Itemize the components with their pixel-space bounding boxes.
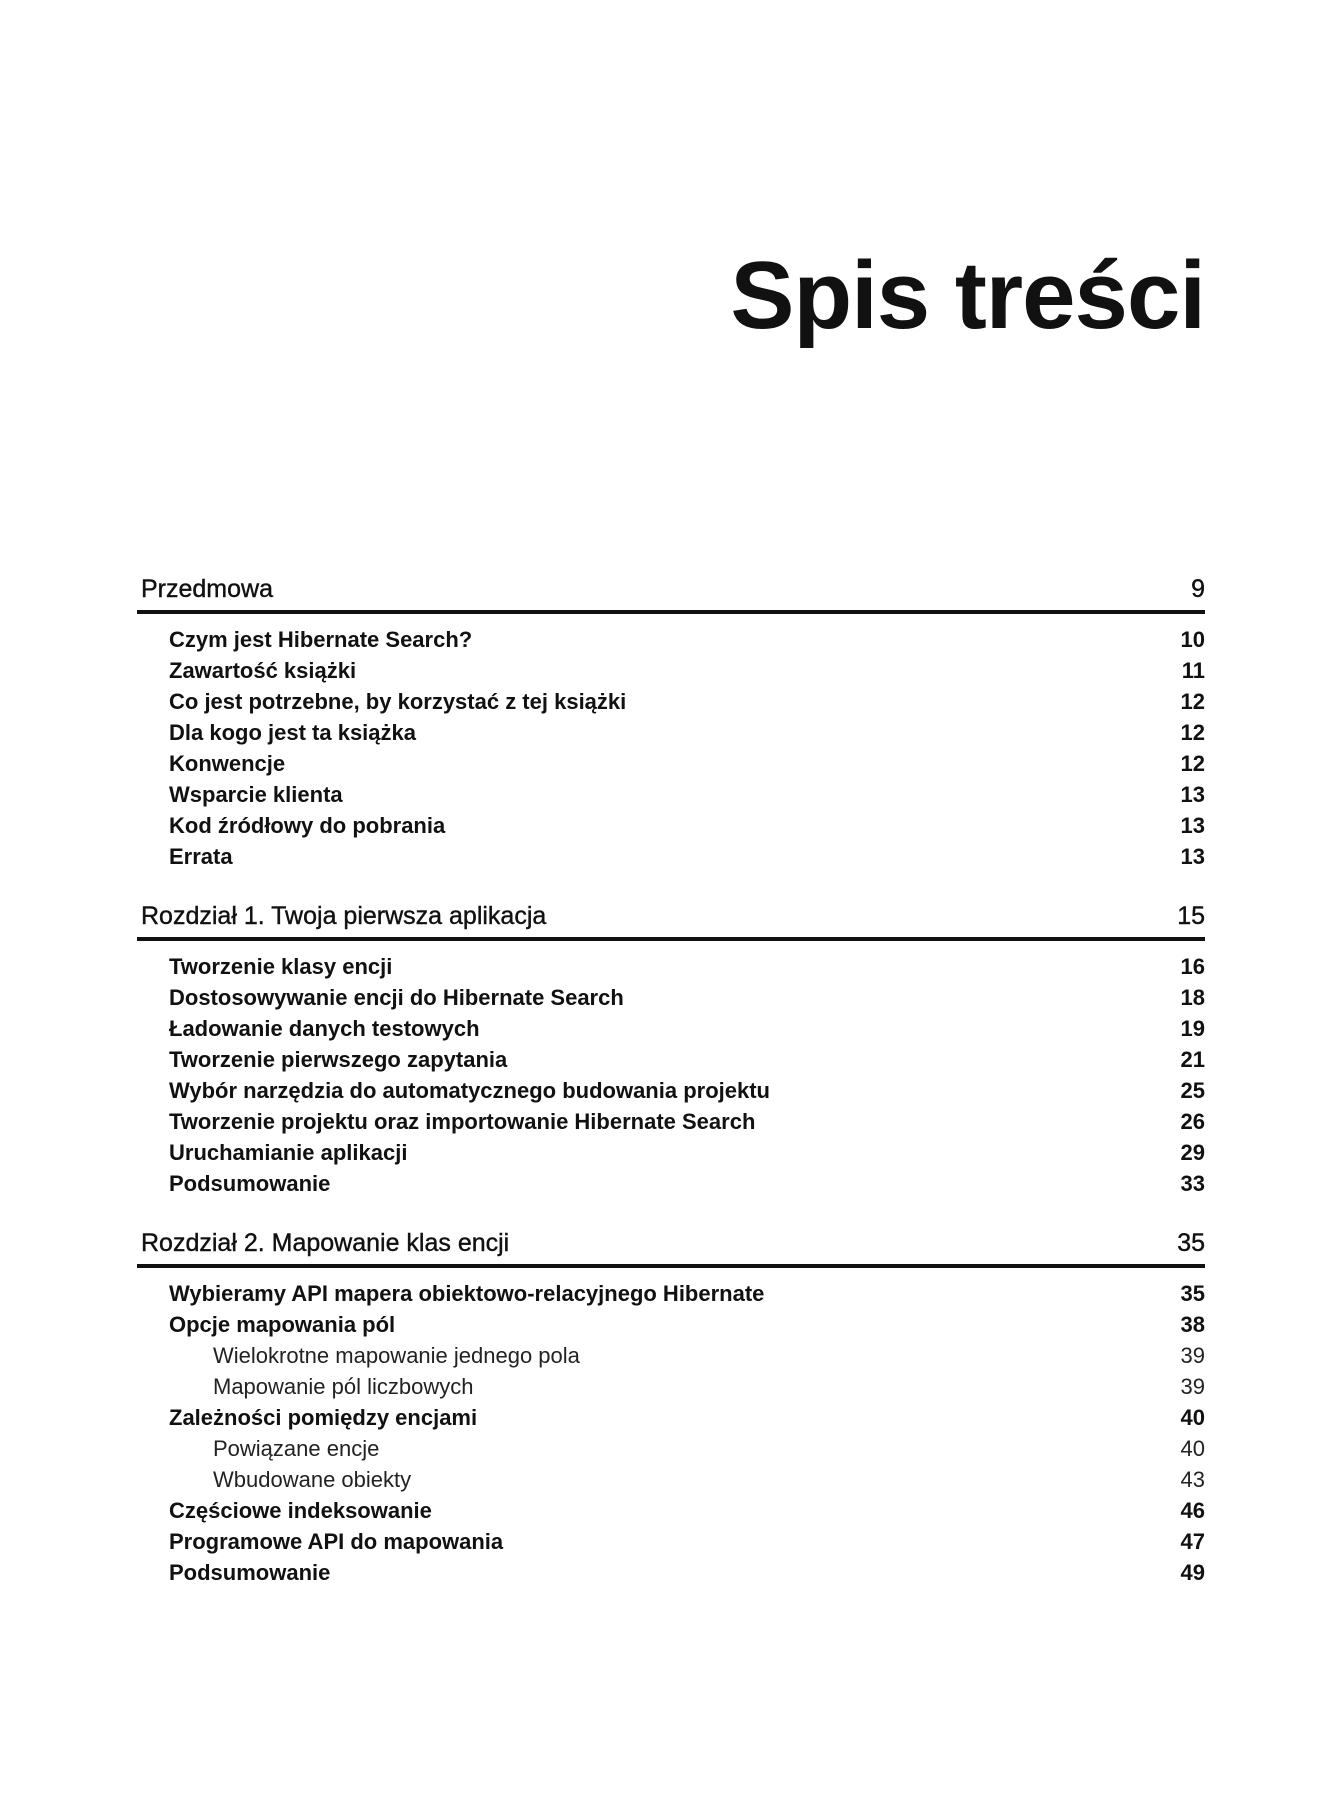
toc-section-entry[interactable] — [137, 748, 1205, 779]
toc-section-entry[interactable] — [137, 1557, 1205, 1588]
toc-entry-page-number: 21 — [1180, 1047, 1205, 1072]
toc-entry-page-number: 39 — [1180, 1374, 1205, 1399]
toc-entry-title: Wielokrotne mapowanie jednego pola — [213, 1343, 580, 1368]
toc-entry-page-number: 39 — [1180, 1343, 1205, 1368]
table-of-contents — [137, 575, 1205, 1618]
toc-entry-page-number: 35 — [1180, 1281, 1205, 1306]
toc-chapter-title: Przedmowa — [141, 575, 273, 603]
toc-section-entry[interactable] — [137, 1075, 1205, 1106]
toc-entry-title: Mapowanie pól liczbowych — [213, 1374, 474, 1399]
toc-entry-title: Tworzenie pierwszego zapytania — [169, 1047, 508, 1072]
toc-chapter — [137, 1229, 1205, 1588]
toc-entry-title: Podsumowanie — [169, 1171, 331, 1196]
toc-entry-title: Wsparcie klienta — [169, 782, 343, 807]
toc-entry-page-number: 10 — [1180, 627, 1205, 652]
toc-section-entry[interactable] — [137, 951, 1205, 982]
toc-section-entry[interactable] — [137, 686, 1205, 717]
toc-section-entry[interactable] — [137, 624, 1205, 655]
toc-section-entry[interactable] — [137, 841, 1205, 872]
toc-entry-page-number: 13 — [1180, 813, 1205, 838]
page-title: Spis treści — [730, 242, 1205, 349]
toc-entry-title: Wybór narzędzia do automatycznego budowania projektu — [169, 1078, 770, 1103]
toc-section-entry[interactable] — [137, 717, 1205, 748]
toc-section-entry[interactable] — [137, 1168, 1205, 1199]
toc-section-entry[interactable] — [137, 1106, 1205, 1137]
toc-subsection-entry[interactable] — [137, 1464, 1205, 1495]
toc-entry-page-number: 19 — [1180, 1016, 1205, 1041]
toc-subsection-entry[interactable] — [137, 1340, 1205, 1371]
toc-entry-title: Powiązane encje — [213, 1436, 380, 1461]
toc-entry-page-number: 43 — [1180, 1467, 1205, 1492]
toc-entry-page-number: 47 — [1180, 1529, 1205, 1554]
toc-entry-title: Czym jest Hibernate Search? — [169, 627, 473, 652]
toc-entry-title: Uruchamianie aplikacji — [169, 1140, 408, 1165]
toc-entry-title: Ładowanie danych testowych — [169, 1016, 480, 1041]
toc-entry-page-number: 49 — [1180, 1560, 1205, 1585]
toc-chapter-heading[interactable] — [137, 1229, 1205, 1268]
toc-section-entry[interactable] — [137, 779, 1205, 810]
toc-section-entry[interactable] — [137, 1495, 1205, 1526]
toc-chapter-title: Rozdział 2. Mapowanie klas encji — [141, 1229, 510, 1257]
toc-entry-page-number: 26 — [1180, 1109, 1205, 1134]
toc-entry-page-number: 46 — [1180, 1498, 1205, 1523]
toc-entry-page-number: 40 — [1180, 1405, 1205, 1430]
toc-entry-page-number: 38 — [1180, 1312, 1205, 1337]
toc-section-entry[interactable] — [137, 1278, 1205, 1309]
toc-entry-title: Zależności pomiędzy encjami — [169, 1405, 478, 1430]
toc-chapter-heading[interactable] — [137, 902, 1205, 941]
toc-entry-page-number: 33 — [1180, 1171, 1205, 1196]
toc-entry-title: Errata — [169, 844, 233, 869]
toc-entry-page-number: 12 — [1180, 720, 1205, 745]
toc-section-entry[interactable] — [137, 655, 1205, 686]
toc-entry-page-number: 29 — [1180, 1140, 1205, 1165]
toc-entry-title: Co jest potrzebne, by korzystać z tej książki — [169, 689, 627, 714]
toc-section-entry[interactable] — [137, 1137, 1205, 1168]
toc-entry-title: Wbudowane obiekty — [213, 1467, 412, 1492]
toc-entry-title: Wybieramy API mapera obiektowo-relacyjnego Hibernate — [169, 1281, 765, 1306]
toc-entry-title: Kod źródłowy do pobrania — [169, 813, 446, 838]
toc-chapter-title: Rozdział 1. Twoja pierwsza aplikacja — [141, 902, 547, 930]
toc-entry-page-number: 12 — [1180, 751, 1205, 776]
toc-entry-title: Opcje mapowania pól — [169, 1312, 396, 1337]
toc-entry-page-number: 25 — [1180, 1078, 1205, 1103]
toc-chapter-page-number: 9 — [1191, 575, 1205, 603]
toc-entry-page-number: 11 — [1181, 658, 1205, 683]
toc-entry-title: Dostosowywanie encji do Hibernate Search — [169, 985, 624, 1010]
toc-section-entry[interactable] — [137, 1402, 1205, 1433]
toc-entry-title: Tworzenie projektu oraz importowanie Hibernate Search — [169, 1109, 756, 1134]
toc-entry-title: Programowe API do mapowania — [169, 1529, 504, 1554]
toc-entry-page-number: 13 — [1180, 782, 1205, 807]
toc-entry-title: Dla kogo jest ta książka — [169, 720, 416, 745]
toc-entry-title: Konwencje — [169, 751, 286, 776]
toc-section-entry[interactable] — [137, 1309, 1205, 1340]
toc-section-entry[interactable] — [137, 1526, 1205, 1557]
toc-entry-title: Częściowe indeksowanie — [169, 1498, 432, 1523]
toc-chapter — [137, 902, 1205, 1199]
toc-section-entry[interactable] — [137, 810, 1205, 841]
toc-entry-title: Tworzenie klasy encji — [169, 954, 393, 979]
toc-entry-title: Podsumowanie — [169, 1560, 331, 1585]
toc-subsection-entry[interactable] — [137, 1433, 1205, 1464]
toc-entry-title: Zawartość książki — [169, 658, 357, 683]
toc-entry-page-number: 16 — [1180, 954, 1205, 979]
toc-section-entry[interactable] — [137, 1044, 1205, 1075]
toc-chapter — [137, 575, 1205, 872]
toc-chapter-page-number: 35 — [1177, 1229, 1205, 1257]
toc-section-entry[interactable] — [137, 1013, 1205, 1044]
toc-subsection-entry[interactable] — [137, 1371, 1205, 1402]
toc-section-entry[interactable] — [137, 982, 1205, 1013]
toc-entry-page-number: 12 — [1180, 689, 1205, 714]
toc-entry-page-number: 40 — [1180, 1436, 1205, 1461]
toc-chapter-heading[interactable] — [137, 575, 1205, 614]
toc-entry-page-number: 18 — [1180, 985, 1205, 1010]
toc-entry-page-number: 13 — [1180, 844, 1205, 869]
toc-chapter-page-number: 15 — [1177, 902, 1205, 930]
